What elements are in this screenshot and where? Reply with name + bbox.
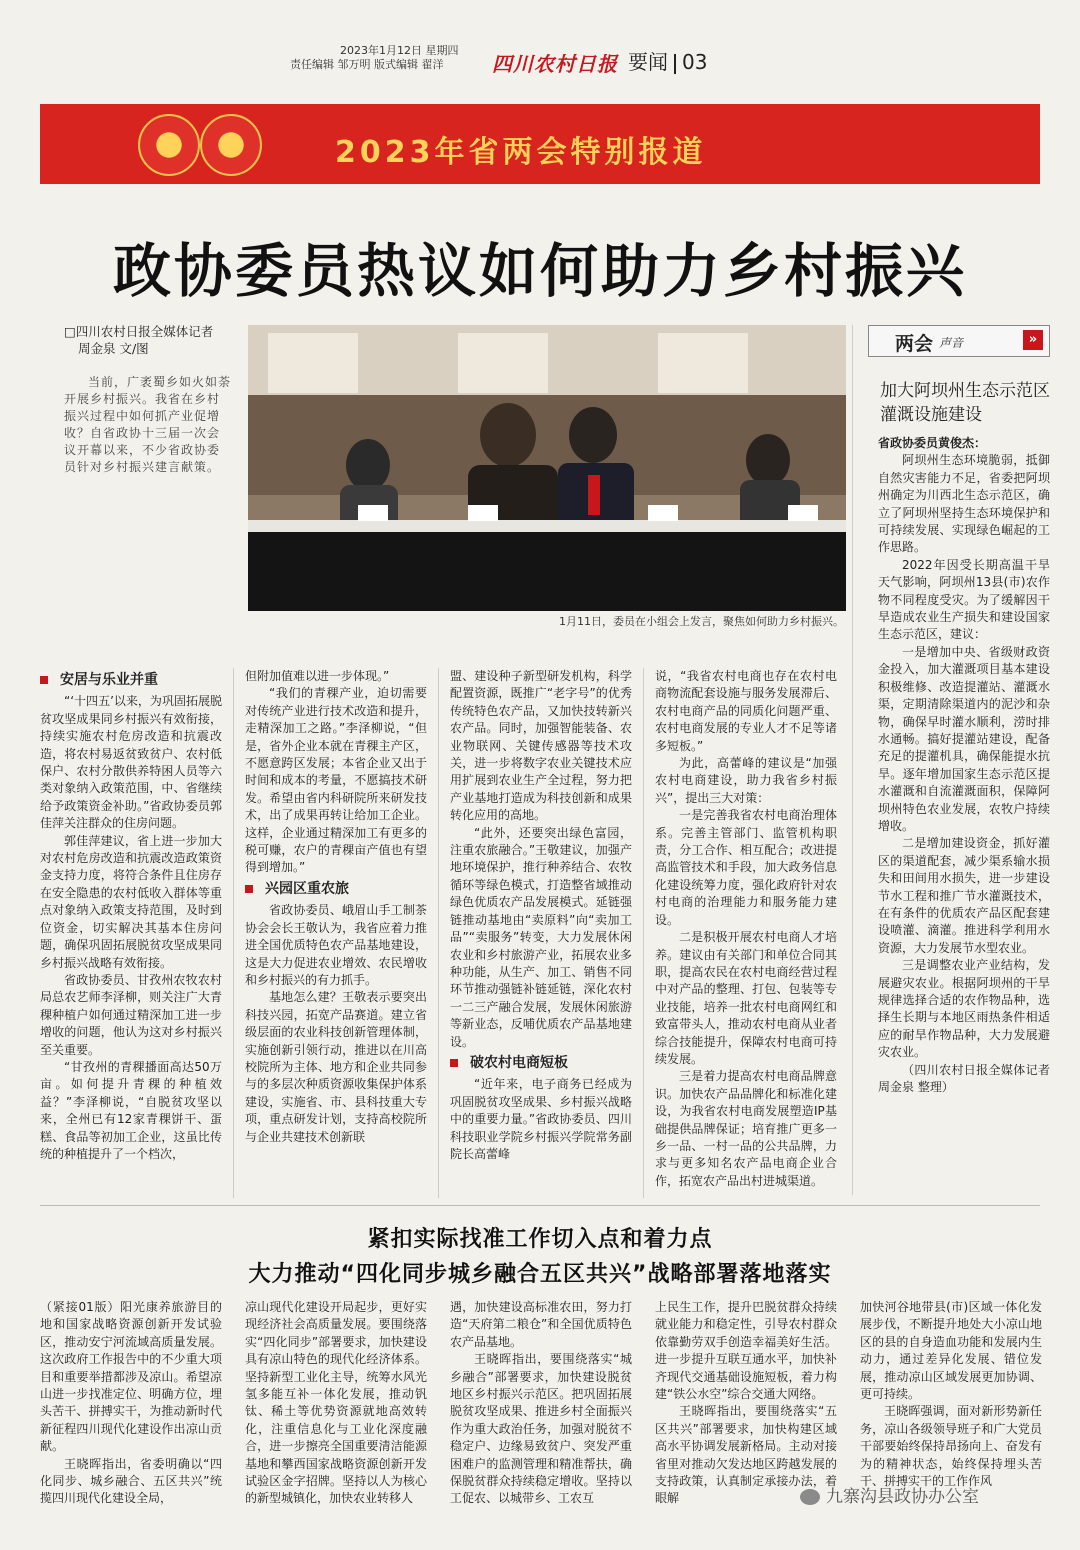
- wechat-icon: [800, 1489, 820, 1505]
- second-article-column-1: [40, 1299, 222, 1508]
- banner-title: 2023年省两会特别报道: [335, 135, 707, 170]
- second-article-column-5: [860, 1299, 1042, 1490]
- sidebar-title: 加大阿坝州生态示范区灌溉设施建设: [880, 381, 1050, 425]
- paragraph: 郭佳萍建议，省上进一步加大对农村危房改造和抗震改造政策资金支持力度，将符合条件且住房存在安全隐患的农村低收入群体等重点对象纳入政策支持范围，及时到位资金，切实解决其基本住房问题，确保巩固拓展脱贫攻坚成果同乡村振兴战略有效衔接。: [40, 833, 222, 970]
- double-chevron-right-icon: »: [1023, 330, 1043, 350]
- page-headline: 政协委员热议如何助力乡村振兴: [112, 237, 967, 305]
- article-column-4: [655, 668, 837, 1190]
- paper-name: 四川农村日报: [492, 52, 618, 76]
- sidebar-speaker: 省政协委员黄俊杰：: [878, 436, 987, 450]
- byline: [64, 323, 213, 357]
- paragraph: 一是完善我省农村电商治理体系。完善主管部门、监管机构职责，分工合作、相互配合；改进提高监管技术和手段，加大政务信息化建设统筹力度，强化政府针对农村电商的治理能力和服务能力建设。: [655, 808, 837, 927]
- paragraph: “甘孜州的青稞播面高达50万亩。如何提升青稞的种植效益？”李泽柳说，“自脱贫攻坚以来，全州已有12家青稞饼干、蛋糕、食品等初加工企业，这虽比传统的种植提升了一个档次，: [40, 1059, 222, 1161]
- column-divider: [438, 668, 439, 1198]
- subhead: 破农村电商短板: [450, 1055, 632, 1072]
- section-divider-line: [40, 1205, 1040, 1206]
- paragraph: 二是积极开展农村电商人才培养。建议由有关部门和单位合同其职，提高农民在农村电商经营过程中对产品的整理、打包、包装等专业技能，培养一批农村电商网红和致富带头人，推动农村电商从业者综合技能提升，保障农村电商可持续发展。: [655, 930, 837, 1066]
- paragraph: （紧接01版）阳光康养旅游目的地和国家战略资源创新开发试验区，推动安宁河流域高质量发展。这次政府工作报告中的不少重大项目和重要举措都涉及凉山。希望凉山进一步找准定位、明确方位，埋头苦干、拼搏实干，为推动新时代新征程四川现代化建设作出凉山贡献。: [40, 1300, 222, 1454]
- sidebar-paragraph: 阿坝州生态环境脆弱，抵御自然灾害能力不足，省委把阿坝州确定为川西北生态示范区，确立了阿坝州坚持生态环境保护和可持续发展、实现绿色崛起的工作思路。: [878, 453, 1050, 555]
- second-article-title: 大力推动“四化同步城乡融合五区共兴”战略部署落地落实: [248, 1262, 832, 1287]
- subhead: 安居与乐业并重: [40, 672, 222, 689]
- section-label: [628, 46, 707, 75]
- photo-caption: 1月11日，委员在小组会上发言，聚焦如何助力乡村振兴。: [559, 615, 844, 628]
- paragraph: 上民生工作，提升巴脱贫群众持续就业能力和稳定性，引导农村群众依靠勤劳双手创造幸福美好生活。进一步提升互联互通水平，加快补齐现代交通基础设施短板，着力构建“铁公水空”综合交通大网络。: [655, 1300, 837, 1402]
- second-article-column-4: [655, 1299, 837, 1508]
- sidebar-header: [868, 325, 1050, 357]
- paragraph: “近年来，电子商务已经成为巩固脱贫攻坚成果、乡村振兴战略中的重要力量。”省政协委员、四川科技职业学院乡村振兴学院常务副院长高蕾峰: [450, 1077, 632, 1161]
- paragraph: 说，“我省农村电商也存在农村电商物流配套设施与服务发展滞后、农村电商产品的同质化问题严重、农村电商发展的专业人才不足等诸多短板。”: [655, 669, 837, 753]
- paragraph: “此外，还要突出绿色富园，注重农旅融合。”王敬建议，加强产地环境保护，推行种养结合、农牧循环等绿色模式，打造整省域推动绿色优质农产品发展模式。延链强链推动基地由“卖原料”向“卖加工品”“卖服务”转变，大力发展休闲农业和乡村旅游产业，拓展农业多种功能，从生产、加工、销售不同环节推动强链补链延链，深化农村一二三产融合发展，发展休闲旅游等新业态，反哺优质农产品基地建设。: [450, 825, 632, 1049]
- article-column-1: [40, 668, 222, 1163]
- watermark-text: 九寨沟县政协办公室: [826, 1487, 979, 1507]
- page-number: 03: [682, 50, 708, 74]
- cppcc-emblem-icon: [200, 114, 262, 176]
- second-article-column-3: [450, 1299, 632, 1508]
- watermark: [800, 1482, 979, 1507]
- paragraph: 凉山现代化建设开局起步，更好实现经济社会高质量发展。要围绕落实“四化同步”部署要求，加快建设具有凉山特色的现代化经济体系。坚持新型工业化主导，统筹水风光氢多能互补一体化发展，推动钒钛、稀土等优势资源就地高效转化，注重信息化与工业化深度融合，进一步擦亮全国重要清洁能源基地和攀西国家战略资源创新开发试验区金字招牌。坚持以人为核心的新型城镇化，加快农业转移人: [245, 1300, 427, 1506]
- column-divider: [643, 668, 644, 1198]
- paragraph: 王晓晖强调，面对新形势新任务，凉山各级领导班子和广大党员干部要始终保持昂扬向上、奋发有为的精神状态，始终保持埋头苦干、拼搏实干的工作作风: [860, 1404, 1042, 1489]
- paragraph: “‘十四五’以来，为巩固拓展脱贫攻坚成果同乡村振兴有效衔接，持续实施农村危房改造和抗震改造，将农村易返贫致贫户、农村低保户、农村分散供养特困人员等六类对象纳入政策范围，中、省继续给予政策资金补助。”省政协委员郭佳萍关注群众的住房问题。: [40, 694, 222, 831]
- issue-date: 2023年1月12日 星期四: [340, 44, 459, 57]
- sidebar-paragraph: 二是增加建设资金，抓好灌区的渠道配套，减少渠系输水损失和田间用水损失，进一步建设节水工程和推广节水灌溉技术，在有条件的优质农产品区配套建设喷灌、滴灌。推进科学利用水资源，大力发展节水型农业。: [878, 836, 1050, 955]
- sidebar-voices: [868, 325, 1050, 1096]
- sidebar-credit: （四川农村日报全媒体记者 周金泉 整理）: [878, 1062, 1050, 1095]
- paragraph: 省政协委员、峨眉山手工制茶协会会长王敬认为，我省应着力推进全国优质特色农产品基地建设，这是大力促进农业增效、农民增收和乡村振兴的有力抓手。: [245, 903, 427, 987]
- paragraph: 加快河谷地带县(市)区域一体化发展步伐，不断提升地处大小凉山地区的县的自身造血功能和发展内生动力，通过差异化发展、错位发展，推动凉山区域发展更加协调、更可持续。: [860, 1300, 1042, 1402]
- column-divider: [233, 668, 234, 1198]
- byline-line: □四川农村日报全媒体记者: [64, 324, 214, 339]
- paragraph: “我们的青稞产业，迫切需要对传统产业进行技术改造和提升，走精深加工之路。”李泽柳说，“但是，省外企业本就在青稞主产区，不愿意跨区发展；本省企业又出于时间和成本的考量，不愿搞技术研发。希望由省内科研院所来研发技术，出了成果再转让给加工企业。这样，企业通过精深加工有更多的税可赚，农户的青稞亩产值也有望得到增加。”: [245, 686, 427, 875]
- paragraph: 王晓晖指出，省委明确以“四化同步、城乡融合、五区共兴”统揽四川现代化建设全局，: [40, 1456, 222, 1506]
- paragraph: 基地怎么建？王敬表示要突出科技兴园，拓宽产品赛道。建立省级层面的农业科技创新管理体制，实施创新引领行动，推进以在川高校院所为主体、地方和企业共同参与的多层次种质资源收集保护体系建设，实施省、市、县科技重大专项，重点研发计划，支持高校院所与企业共建技术创新联: [245, 990, 427, 1144]
- column-divider: [852, 325, 853, 1195]
- paragraph: 盟、建设种子新型研发机构，科学配置资源，既推广“老字号”的优秀传统特色农产品，又加快技转新兴农产品。同时，加强智能装备、农业物联网、关键传感器等技术攻关，进一步将数字农业关键技术应用扩展到农业生产全过程，努力把产业基地打造成为科技创新和成果转化应用的高地。: [450, 669, 632, 823]
- second-article-title: 紧扣实际找准工作切入点和着力点: [367, 1227, 713, 1252]
- sidebar-paragraph: 一是增加中央、省级财政资金投入，加大灌溉项目基本建设积极维修、改造提灌站、灌溉水渠，定期清除渠道内的泥沙和杂物，确保早时灌水顺利，涝时排水通畅。搞好提灌站建设，配备充足的提灌机具，确保能提水抗旱。逐年增加国家生态示范区提水灌溉和自流灌溉面积，保障阿坝州特色农业发展，农牧户持续增收。: [878, 644, 1050, 833]
- paragraph: 省政协委员、甘孜州农牧农村局总农艺师李泽柳，则关注广大青稞种植户如何通过精深加工进一步增收的问题，他认为这对乡村振兴至关重要。: [40, 972, 222, 1057]
- byline-line: 周金泉 文/图: [78, 341, 149, 356]
- national-emblem-icon: [138, 114, 200, 176]
- meeting-photo: [248, 325, 846, 611]
- sidebar-paragraph: 三是调整农业产业结构，发展避灾农业。根据阿坝州的干旱规律选择合适的农作物品种，选择生长期与本地区雨热条件相适应的耐旱作物品种，大力发展避灾农业。: [878, 958, 1050, 1060]
- paragraph: 王晓晖指出，要围绕落实“城乡融合”部署要求，加快建设脱贫地区乡村振兴示范区。把巩固拓展脱贫攻坚成果、推进乡村全面振兴作为重大政治任务，加强对脱贫不稳定户、边缘易致贫户、突发严重困难户的监测管理和精准帮扶，确保脱贫群众持续稳定增收。坚持以工促农、以城带乡、工农互: [450, 1352, 632, 1506]
- meeting-photo-illustration: [248, 325, 846, 611]
- paragraph: 遇，加快建设高标准农田，努力打造“天府第二粮仓”和全国优质特色农产品基地。: [450, 1300, 632, 1349]
- paragraph: 但附加值难以进一步体现。”: [245, 669, 390, 683]
- sidebar-tag-sub: 声音: [939, 336, 964, 350]
- subhead: 兴园区重农旅: [245, 881, 427, 898]
- article-column-3: [450, 668, 632, 1163]
- section-name: 要闻: [628, 50, 668, 74]
- sidebar-body: [868, 435, 1050, 1096]
- editors: 责任编辑 邹万明 版式编辑 翟洋: [290, 58, 444, 71]
- paragraph: 三是着力提高农村电商品牌意识。加快农产品品牌化和标准化建设，为我省农村电商发展塑造IP基础提供品牌保证；培育推广更多一乡一品、一村一品的公共品牌，力求与更多知名农产品电商企业合作，拓宽农产品出村进城渠道。: [655, 1069, 837, 1188]
- lead-paragraph: 当前，广袤蜀乡如火如荼开展乡村振兴。我省在乡村振兴过程中如何抓产业促增收？自省政协十三届一次会议开幕以来，不少省政协委员针对乡村振兴建言献策。: [64, 375, 232, 474]
- second-article-column-2: [245, 1299, 427, 1508]
- paragraph: 王晓晖指出，要围绕落实“五区共兴”部署要求，加快构建区域高水平协调发展新格局。主动对接省里对推动欠发达地区跨越发展的支持政策，认真制定承接办法，着眼解: [655, 1404, 837, 1506]
- sidebar-tag-main: 两会: [895, 333, 934, 355]
- section-divider: [674, 54, 676, 74]
- sidebar-paragraph: 2022年因受长期高温干旱天气影响，阿坝州13县(市)农作物不同程度受灾。为了缓解因干旱造成农业生产损失和建设国家生态示范区，建议：: [878, 557, 1050, 642]
- paragraph: 为此，高蕾峰的建议是“加强农村电商建设，助力我省乡村振兴”，提出三大对策：: [655, 756, 837, 805]
- masthead-meta: [290, 44, 459, 72]
- article-column-2: [245, 668, 427, 1146]
